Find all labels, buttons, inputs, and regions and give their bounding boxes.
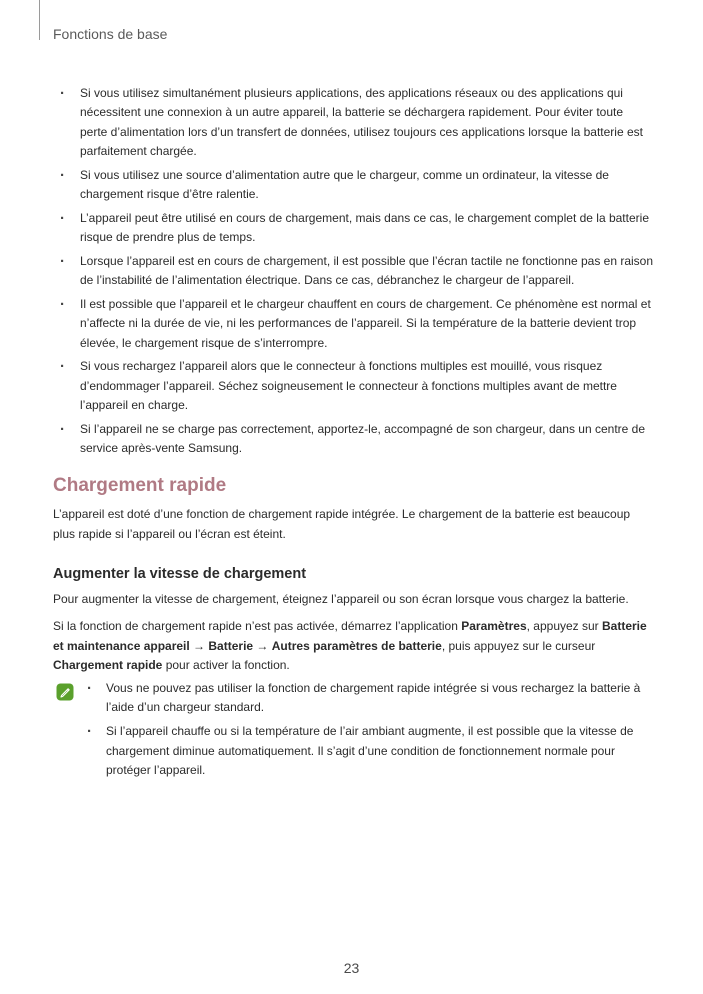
charging-tips-list	[53, 84, 653, 458]
list-item: · Lorsque l’appareil est en cours de chargement, il est possible que l’écran tactile ne fonctionne pas en raison de l’instabilité de l’alimentation électrique. Dans ce cas, débranchez le chargeur de l’appareil.	[53, 252, 653, 291]
list-item: · Si l’appareil ne se charge pas correctement, apportez-le, accompagné de son chargeur, dans un centre de service après-vente Samsung.	[53, 420, 653, 459]
menu-path-battery: Batterie	[208, 638, 254, 653]
list-item: · Vous ne pouvez pas utiliser la fonction de chargement rapide intégrée si vous rechargez la batterie à l’aide d’un chargeur standard.	[78, 679, 653, 718]
text-run: pour activer la fonction.	[162, 657, 290, 672]
note-block	[53, 679, 653, 780]
fast-charging-switch-name: Chargement rapide	[53, 657, 163, 672]
settings-app-name: Paramètres	[461, 619, 527, 634]
header-rule	[39, 0, 40, 40]
arrow-separator: →	[189, 638, 209, 653]
note-pencil-icon	[56, 683, 74, 701]
arrow-separator: →	[253, 638, 272, 653]
list-item: · Si l’appareil chauffe ou si la température de l’air ambiant augmente, il est possible que la vitesse de chargement diminue automatiquement. Il s’agit d’une condition de fonctionnement normale pour protéger l’appareil.	[78, 722, 653, 780]
list-item: · Il est possible que l’appareil et le chargeur chauffent en cours de chargement. Ce phénomène est normal et n’affecte ni la durée de vie, ni les performances de l’appareil. Si la température de la batterie devient trop élevée, le chargement risque de s’interrompre.	[53, 295, 653, 353]
page-content	[53, 84, 653, 785]
subsection-paragraph-2	[53, 617, 653, 675]
text-run: , puis appuyez sur le curseur	[441, 638, 596, 653]
page-number: 23	[343, 960, 360, 976]
list-item: · Si vous utilisez une source d’alimentation autre que le chargeur, comme un ordinateur, la vitesse de chargement risque d’être ralentie.	[53, 166, 653, 205]
menu-path-more-battery-settings: Autres paramètres de batterie	[271, 638, 442, 653]
header-title: Fonctions de base	[53, 26, 168, 42]
list-item: · L’appareil peut être utilisé en cours de chargement, mais dans ce cas, le chargement complet de la batterie risque de prendre plus de temps.	[53, 209, 653, 248]
subsection-title: Augmenter la vitesse de chargement	[53, 565, 307, 582]
menu-path-battery-maintenance: Batterie et maintenance appareil	[53, 619, 647, 653]
note-list	[78, 679, 653, 780]
list-item: · Si vous utilisez simultanément plusieurs applications, des applications réseaux ou des applications qui nécessitent une connexion à un autre appareil, la batterie se déchargera rapidement. Pour éviter toute perte d’alimentation lors d’un transfert de données, utilisez toujours ces applications lorsque la batterie est parfaitement chargée.	[53, 84, 653, 161]
text-run: , appuyez sur	[526, 619, 602, 634]
text-run: Si la fonction de chargement rapide n’est pas activée, démarrez l’application	[53, 619, 462, 634]
list-item: · Si vous rechargez l’appareil alors que le connecteur à fonctions multiples est mouillé, vous risquez d’endommager l’appareil. Séchez soigneusement le connecteur à fonctions multiples avant de mettre l’appareil en charge.	[53, 357, 653, 415]
subsection-paragraph-1: Pour augmenter la vitesse de chargement, éteignez l’appareil ou son écran lorsque vous chargez la batterie.	[53, 591, 629, 606]
section-title: Chargement rapide	[53, 475, 227, 497]
section-intro: L’appareil est doté d’une fonction de chargement rapide intégrée. Le chargement de la batterie est beaucoup plus rapide si l’appareil ou l’écran est éteint.	[53, 507, 631, 541]
